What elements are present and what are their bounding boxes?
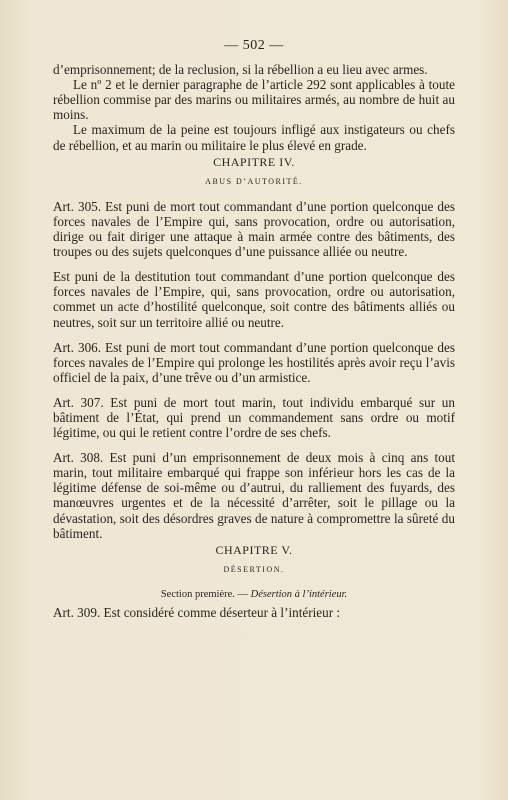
paragraph-article-292: Le nº 2 et le dernier paragraphe de l’article 292 sont applicables à toute rébellion commise par des marins ou militaires armés, au nombre de huit au moins. <box>53 77 455 123</box>
article-307: Art. 307. Est puni de mort tout marin, tout individu embarqué sur un bâtiment de l’État, qui prend un commandement sans ordre ou motif légitime, ou qui le retient contre l’ordre de ses chefs. <box>53 394 455 441</box>
article-305-second-paragraph: Est puni de la destitution tout commandant d’une portion quelconque des forces navales de l’Empire, qui, sans provocation, ordre ou autorisation, commet un acte d’hostilité quelconque, soit contre des bâtiments alliés ou neutres, soit sur un territoire allié ou neutre. <box>53 269 455 330</box>
chapter-v-title: CHAPITRE V. <box>215 542 293 557</box>
paragraph-maximum-peine: Le maximum de la peine est toujours infligé aux instigateurs ou chefs de rébellion, et au marin ou militaire le plus élevé en grade. <box>53 122 455 153</box>
article-306: Art. 306. Est puni de mort tout commandant d’une portion quelconque des forces navales de l’Empire qui prolonge les hostilités après avoir reçu l’avis officiel de la paix, d’une trêve ou d’un armistice. <box>53 339 455 385</box>
section-title: Désertion à l’intérieur. <box>250 588 348 600</box>
chapter-iv-subtitle: ABUS D’AUTORITÉ. <box>205 176 303 186</box>
page-number: — 502 — <box>224 38 284 53</box>
chapter-v-subtitle: DÉSERTION. <box>223 564 285 574</box>
page-text <box>53 38 455 620</box>
article-305: Art. 305. Est puni de mort tout commandant d’une portion quelconque des forces navales de l’Empire qui, sans provocation, ordre ou autorisation, dirige ou fait diriger une attaque à main armée contre des bâtiments, des troupes ou des sujets quelconques d’une puissance alliée ou neutre. <box>53 198 455 260</box>
section-prefix: Section première. — <box>160 588 249 600</box>
article-309: Art. 309. Est considéré comme déserteur à l’intérieur : <box>53 605 341 620</box>
paragraph-continuation: d’emprisonnement; de la reclusion, si la rébellion a eu lieu avec armes. <box>53 62 428 78</box>
article-308: Art. 308. Est puni d’un emprisonnement de deux mois à cinq ans tout marin, tout militaire embarqué qui frappe son inférieur hors les cas de la légitime défense de soi-même ou d’autrui, du ralliement des fuyards, des manœuvres urgentes et de la nécessité d’arrêter, soit le pillage ou la dévastation, soit des désordres graves de nature à compromettre la sûreté du bâtiment. <box>53 450 455 541</box>
section-heading <box>53 587 455 602</box>
chapter-iv-title: CHAPITRE IV. <box>213 154 295 169</box>
